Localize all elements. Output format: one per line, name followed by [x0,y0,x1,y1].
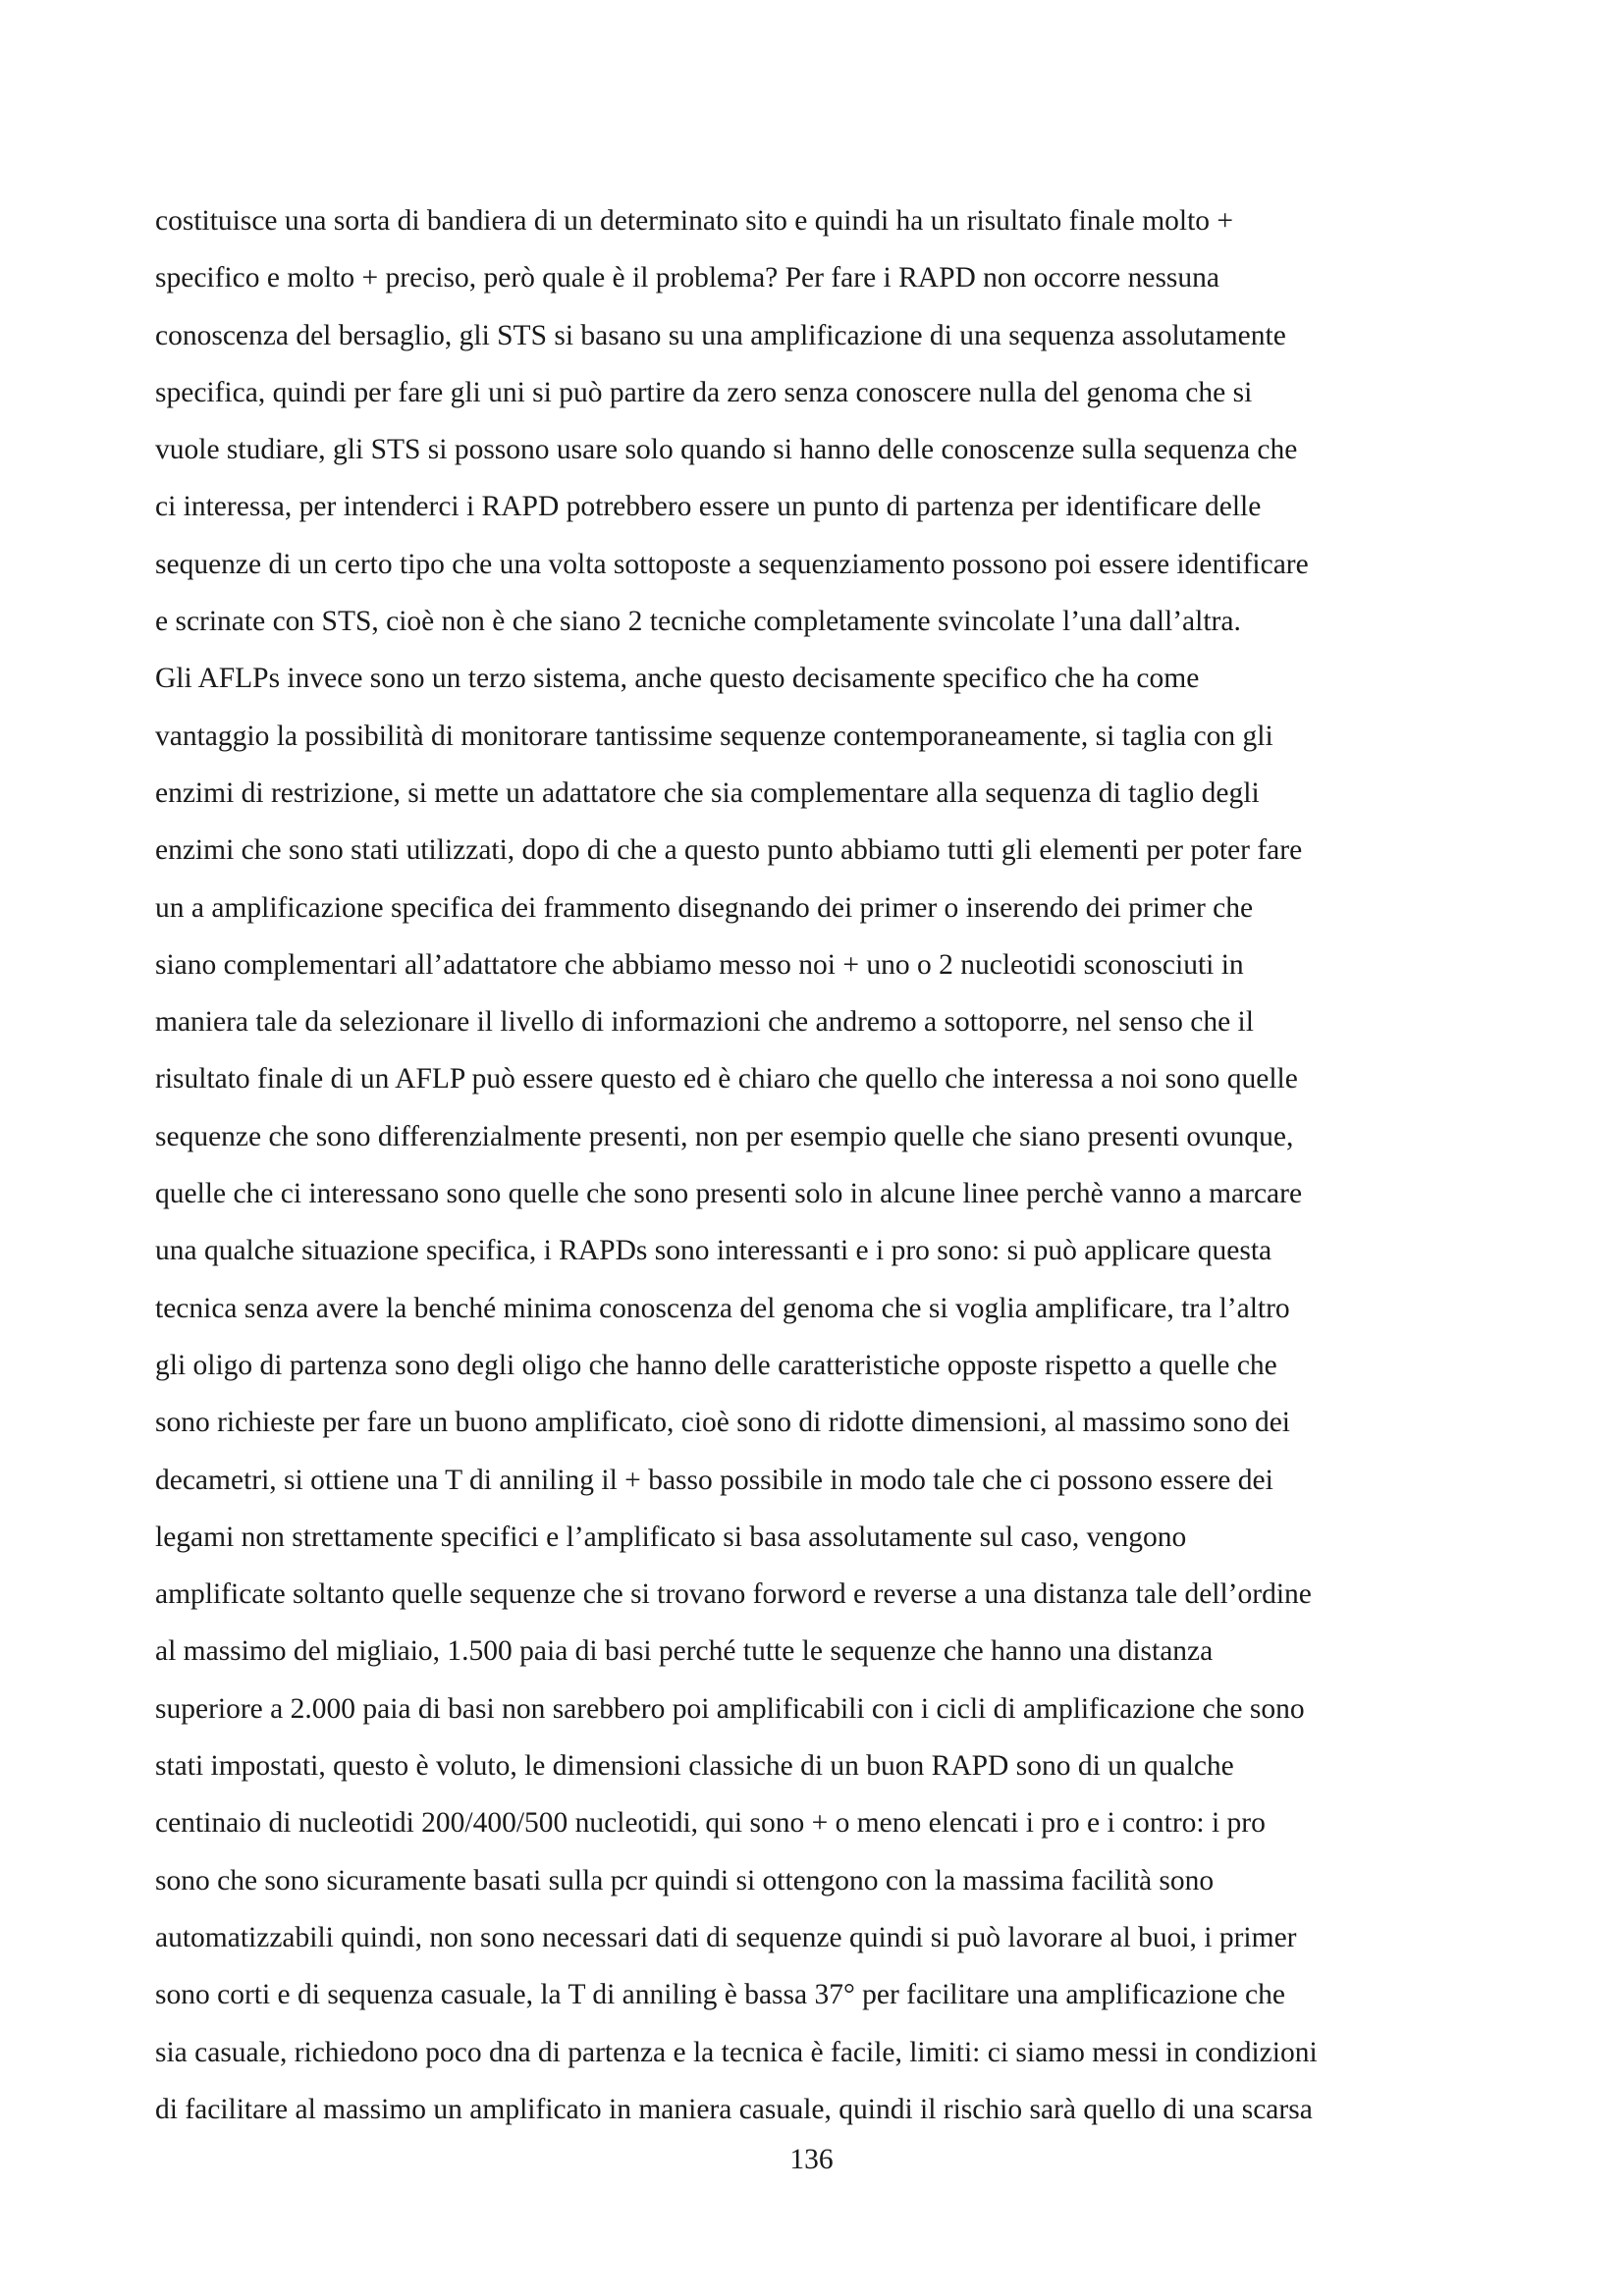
text-line: conoscenza del bersaglio, gli STS si basano su una amplificazione di una sequenza assolutamente [155,319,1286,351]
page-number: 136 [789,2144,834,2175]
text-line: e scrinate con STS, cioè non è che siano 2 tecniche completamente svincolate l’una dall’altra. [155,606,1241,638]
text-line: quelle che ci interessano sono quelle che sono presenti solo in alcune linee perchè vanno a marcare [155,1178,1303,1210]
text-line: sono che sono sicuramente basati sulla pcr quindi si ottengono con la massima facilità sono [155,1864,1215,1896]
text-line: un a amplificazione specifica dei frammento disegnando dei primer o inserendo dei primer che [155,891,1254,924]
text-line: sia casuale, richiedono poco dna di partenza e la tecnica è facile, limiti: ci siamo messi in condizioni [155,2036,1318,2068]
page-body [155,192,1490,2138]
text-line: risultato finale di un AFLP può essere questo ed è chiaro che quello che interessa a noi sono quelle [155,1063,1298,1095]
text-line: Gli AFLPs invece sono un terzo sistema, anche questo decisamente specifico che ha come [155,663,1200,695]
text-line: sequenze che sono differenzialmente presenti, non per esempio quelle che siano presenti ovunque, [155,1120,1294,1152]
text-line: decametri, si ottiene una T di anniling il + basso possibile in modo tale che ci possono essere dei [155,1464,1273,1496]
text-line: enzimi che sono stati utilizzati, dopo di che a questo punto abbiamo tutti gli elementi per poter fare [155,834,1303,867]
text-line: centinaio di nucleotidi 200/400/500 nucleotidi, qui sono + o meno elencati i pro e i contro: i pro [155,1807,1266,1840]
text-line: sequenze di un certo tipo che una volta sottoposte a sequenziamento possono poi essere identificare [155,548,1309,580]
text-line: tecnica senza avere la benché minima conoscenza del genoma che si voglia amplificare, tra l’altro [155,1292,1290,1324]
text-line: specifica, quindi per fare gli uni si può partire da zero senza conoscere nulla del genoma che si [155,376,1253,408]
text-line: costituisce una sorta di bandiera di un determinato sito e quindi ha un risultato finale molto + [155,205,1234,237]
text-line: una qualche situazione specifica, i RAPDs sono interessanti e i pro sono: si può applicare questa [155,1235,1272,1267]
text-line: enzimi di restrizione, si mette un adattatore che sia complementare alla sequenza di taglio degli [155,776,1260,809]
text-line: amplificate soltanto quelle sequenze che si trovano forword e reverse a una distanza tale dell’ordine [155,1578,1312,1611]
text-line: sono corti e di sequenza casuale, la T di anniling è bassa 37° per facilitare una amplificazione che [155,1979,1285,2011]
text-line: gli oligo di partenza sono degli oligo che hanno delle caratteristiche opposte rispetto a quelle che [155,1349,1277,1381]
text-line: di facilitare al massimo un amplificato in maniera casuale, quindi il rischio sarà quello di una scarsa [155,2093,1313,2125]
text-line: al massimo del migliaio, 1.500 paia di basi perché tutte le sequenze che hanno una distanza [155,1635,1214,1668]
text-line: legami non strettamente specifici e l’amplificato si basa assolutamente sul caso, vengono [155,1521,1187,1553]
text-line: vantaggio la possibilità di monitorare tantissime sequenze contemporaneamente, si taglia con gli [155,720,1273,752]
text-line: siano complementari all’adattatore che abbiamo messo noi + uno o 2 nucleotidi sconosciuti in [155,948,1244,981]
text-line: ci interessa, per intenderci i RAPD potrebbero essere un punto di partenza per identificare delle [155,491,1262,523]
text-line: vuole studiare, gli STS si possono usare solo quando si hanno delle conoscenze sulla sequenza che [155,434,1298,466]
text-line: maniera tale da selezionare il livello di informazioni che andremo a sottoporre, nel senso che il [155,1006,1254,1039]
text-line: stati impostati, questo è voluto, le dimensioni classiche di un buon RAPD sono di un qualche [155,1750,1234,1783]
text-line: superiore a 2.000 paia di basi non sarebbero poi amplificabili con i cicli di amplificazione che sono [155,1692,1305,1725]
text-line: specifico e molto + preciso, però quale è il problema? Per fare i RAPD non occorre nessuna [155,262,1220,294]
text-line: automatizzabili quindi, non sono necessari dati di sequenze quindi si può lavorare al buoi, i primer [155,1921,1297,1953]
text-line: sono richieste per fare un buono amplificato, cioè sono di ridotte dimensioni, al massimo sono dei [155,1407,1290,1439]
